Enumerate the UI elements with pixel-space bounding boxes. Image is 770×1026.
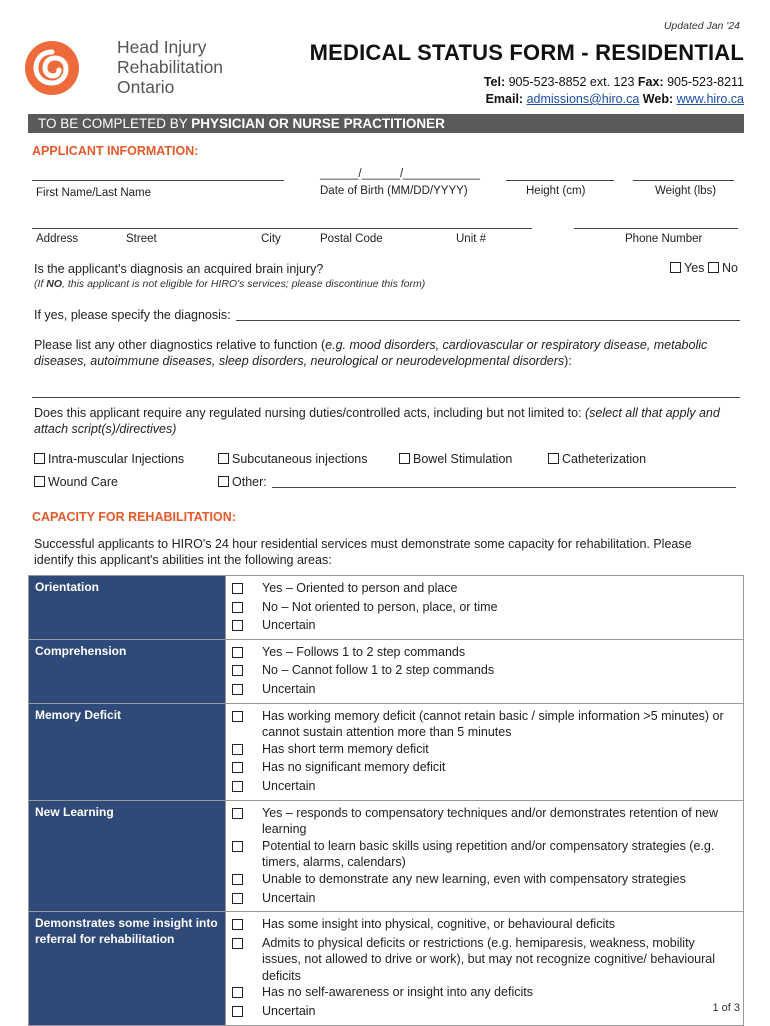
option-label: Subcutaneous injections — [232, 452, 368, 466]
dob-label: Date of Birth (MM/DD/YYYY) — [320, 185, 468, 197]
nursing-option-subcutaneous[interactable] — [218, 452, 368, 466]
abi-note-bold: NO — [46, 278, 62, 290]
other-dx-pre: Please list any other diagnostics relative to function ( — [34, 338, 326, 352]
category-orientation: Orientation — [29, 576, 226, 640]
other-diagnostics-prompt — [34, 337, 740, 369]
abi-no-label: No — [722, 261, 738, 275]
option-item[interactable]: Uncertain — [226, 681, 743, 700]
abi-note-pre: (If — [34, 278, 47, 290]
other-dx-examples: e.g. mood disorders, cardiovascular or respiratory disease, metabolic diseases, autoimmune diseases, sleep disorders, neurological or neurodevelopmental disorders — [34, 338, 708, 368]
organization-name — [117, 37, 223, 97]
option-item[interactable]: Yes – responds to compensatory techniques and/or demonstrates retention of new learning — [226, 805, 743, 838]
height-field-line[interactable] — [506, 180, 614, 181]
nursing-option-wound-care[interactable] — [34, 475, 118, 489]
option-item[interactable]: Uncertain — [226, 778, 743, 797]
abi-no-option[interactable] — [708, 261, 738, 275]
table-row — [29, 639, 744, 703]
fax-value: 905-523-8211 — [667, 75, 744, 89]
checkbox[interactable] — [34, 476, 45, 487]
abi-yes-label: Yes — [684, 261, 705, 275]
checkbox[interactable] — [232, 684, 243, 695]
checkbox[interactable] — [232, 665, 243, 676]
email-link[interactable]: admissions@hiro.ca — [526, 92, 640, 106]
table-row — [29, 912, 744, 1026]
checkbox[interactable] — [232, 583, 243, 594]
checkbox[interactable] — [232, 841, 243, 852]
checkbox[interactable] — [399, 453, 410, 464]
unit-label: Unit # — [456, 233, 487, 245]
abi-yes-option[interactable] — [670, 261, 704, 275]
checkbox[interactable] — [232, 874, 243, 885]
city-label: City — [261, 233, 281, 245]
checkbox[interactable] — [232, 711, 243, 722]
address-field-line[interactable] — [32, 228, 532, 229]
phone-label: Phone Number — [625, 233, 703, 245]
abi-note-post: , this applicant is not eligible for HIRO's services; please discontinue this form) — [62, 278, 426, 290]
org-line-1: Head Injury — [117, 37, 207, 57]
updated-date: Updated Jan '24 — [663, 20, 740, 32]
height-label: Height (cm) — [526, 185, 586, 197]
option-item[interactable]: Has short term memory deficit — [226, 741, 743, 760]
tel-label: Tel: — [483, 75, 506, 89]
applicant-heading: APPLICANT INFORMATION: — [32, 144, 199, 158]
option-item[interactable]: Admits to physical deficits or restrictions (e.g. hemiparesis, weakness, mobility issues, not allowed to drive or work), but may not recognize cognitive/ behavioural deficits — [226, 935, 743, 985]
checkbox[interactable] — [232, 893, 243, 904]
abi-question: Is the applicant's diagnosis an acquired brain injury? — [34, 262, 324, 276]
table-row — [29, 576, 744, 640]
postal-code-label: Postal Code — [320, 233, 383, 245]
nursing-question-text: Does this applicant require any regulated nursing duties/controlled acts, including but not limited to: — [34, 406, 586, 420]
fax-label: Fax: — [637, 75, 664, 89]
option-label: Wound Care — [48, 475, 118, 489]
abi-note — [34, 278, 425, 290]
category-new-learning: New Learning — [29, 800, 226, 912]
capacity-heading: CAPACITY FOR REHABILITATION: — [32, 510, 236, 524]
option-label: Catheterization — [562, 452, 647, 466]
option-item[interactable]: Unable to demonstrate any new learning, even with compensatory strategies — [226, 871, 743, 890]
band-bold: PHYSICIAN OR NURSE PRACTITIONER — [191, 116, 445, 131]
option-item[interactable]: Yes – Oriented to person and place — [226, 580, 743, 599]
street-label: Street — [126, 233, 157, 245]
checkbox[interactable] — [232, 744, 243, 755]
checkbox[interactable] — [232, 938, 243, 949]
capacity-table — [28, 575, 744, 1026]
org-line-3: Ontario — [117, 77, 175, 97]
nursing-question — [34, 405, 740, 437]
option-item[interactable]: Has working memory deficit (cannot retain basic / simple information >5 minutes) or cannot sustain attention more than 5 minutes — [226, 708, 743, 741]
option-label: Bowel Stimulation — [413, 452, 513, 466]
option-item[interactable]: Has no significant memory deficit — [226, 759, 743, 778]
nursing-option-catheterization[interactable] — [548, 452, 646, 466]
org-line-2: Rehabilitation — [117, 57, 224, 77]
specify-diagnosis-line[interactable] — [236, 320, 740, 321]
nursing-option-bowel[interactable] — [399, 452, 512, 466]
option-item[interactable]: Has some insight into physical, cognitive, or behavioural deficits — [226, 916, 743, 935]
option-item[interactable]: Potential to learn basic skills using repetition and/or compensatory strategies (e.g. timers, alarms, calendars) — [226, 838, 743, 871]
option-item[interactable]: No – Not oriented to person, place, or time — [226, 599, 743, 618]
checkbox[interactable] — [232, 781, 243, 792]
abi-yes-checkbox[interactable] — [670, 262, 681, 273]
specify-diagnosis-label: If yes, please specify the diagnosis: — [34, 308, 231, 322]
option-label: Intra-muscular Injections — [48, 452, 185, 466]
weight-label: Weight (lbs) — [655, 185, 717, 197]
nursing-option-other[interactable] — [218, 475, 267, 489]
option-item[interactable]: Yes – Follows 1 to 2 step commands — [226, 644, 743, 663]
name-label: First Name/Last Name — [36, 187, 152, 199]
web-label: Web: — [642, 92, 674, 106]
table-row — [29, 703, 744, 800]
checkbox[interactable] — [218, 453, 229, 464]
phone-field-line[interactable] — [574, 228, 738, 229]
hiro-logo-icon — [22, 38, 102, 98]
contact-web-line — [486, 92, 744, 106]
name-field-line[interactable] — [32, 180, 284, 181]
checkbox[interactable] — [232, 1006, 243, 1017]
band-prefix: TO BE COMPLETED BY — [38, 116, 192, 131]
other-diagnostics-line[interactable] — [32, 397, 740, 398]
other-nursing-line[interactable] — [272, 487, 736, 488]
checkbox[interactable] — [232, 987, 243, 998]
checkbox[interactable] — [218, 476, 229, 487]
contact-phone-line — [484, 75, 744, 89]
option-item[interactable]: No – Cannot follow 1 to 2 step commands — [226, 662, 743, 681]
dob-field[interactable]: ______/______/____________ — [320, 168, 480, 180]
category-comprehension: Comprehension — [29, 639, 226, 703]
weight-field-line[interactable] — [633, 180, 734, 181]
checkbox[interactable] — [232, 808, 243, 819]
option-item[interactable]: Uncertain — [226, 1003, 743, 1022]
completion-band — [28, 114, 744, 133]
nursing-option-im-injections[interactable] — [34, 452, 184, 466]
option-label: Other: — [232, 475, 267, 489]
other-dx-post: ): — [564, 354, 572, 368]
option-item[interactable]: Uncertain — [226, 617, 743, 636]
checkbox[interactable] — [232, 762, 243, 773]
table-row — [29, 800, 744, 912]
checkbox[interactable] — [232, 647, 243, 658]
page-number: 1 of 3 — [712, 1002, 740, 1014]
tel-value: 905-523-8852 ext. 123 — [508, 75, 635, 89]
checkbox[interactable] — [232, 602, 243, 613]
address-label: Address — [36, 233, 79, 245]
nursing-question-note: (select all that apply and attach script(s)/directives) — [34, 406, 720, 436]
category-insight: Demonstrates some insight into referral for rehabilitation — [29, 912, 226, 1026]
checkbox[interactable] — [232, 919, 243, 930]
form-title: MEDICAL STATUS FORM - RESIDENTIAL — [309, 40, 744, 65]
web-link[interactable]: www.hiro.ca — [676, 92, 744, 106]
category-memory-deficit: Memory Deficit — [29, 703, 226, 800]
checkbox[interactable] — [34, 453, 45, 464]
checkbox[interactable] — [232, 620, 243, 631]
option-item[interactable]: Uncertain — [226, 890, 743, 909]
option-item[interactable]: Has no self-awareness or insight into any deficits — [226, 984, 743, 1003]
email-label: Email: — [485, 92, 524, 106]
abi-no-checkbox[interactable] — [708, 262, 719, 273]
checkbox[interactable] — [548, 453, 559, 464]
capacity-intro: Successful applicants to HIRO's 24 hour residential services must demonstrate some capacity for rehabilitation. Please identify this applicant's abilities int the following areas: — [34, 537, 692, 567]
